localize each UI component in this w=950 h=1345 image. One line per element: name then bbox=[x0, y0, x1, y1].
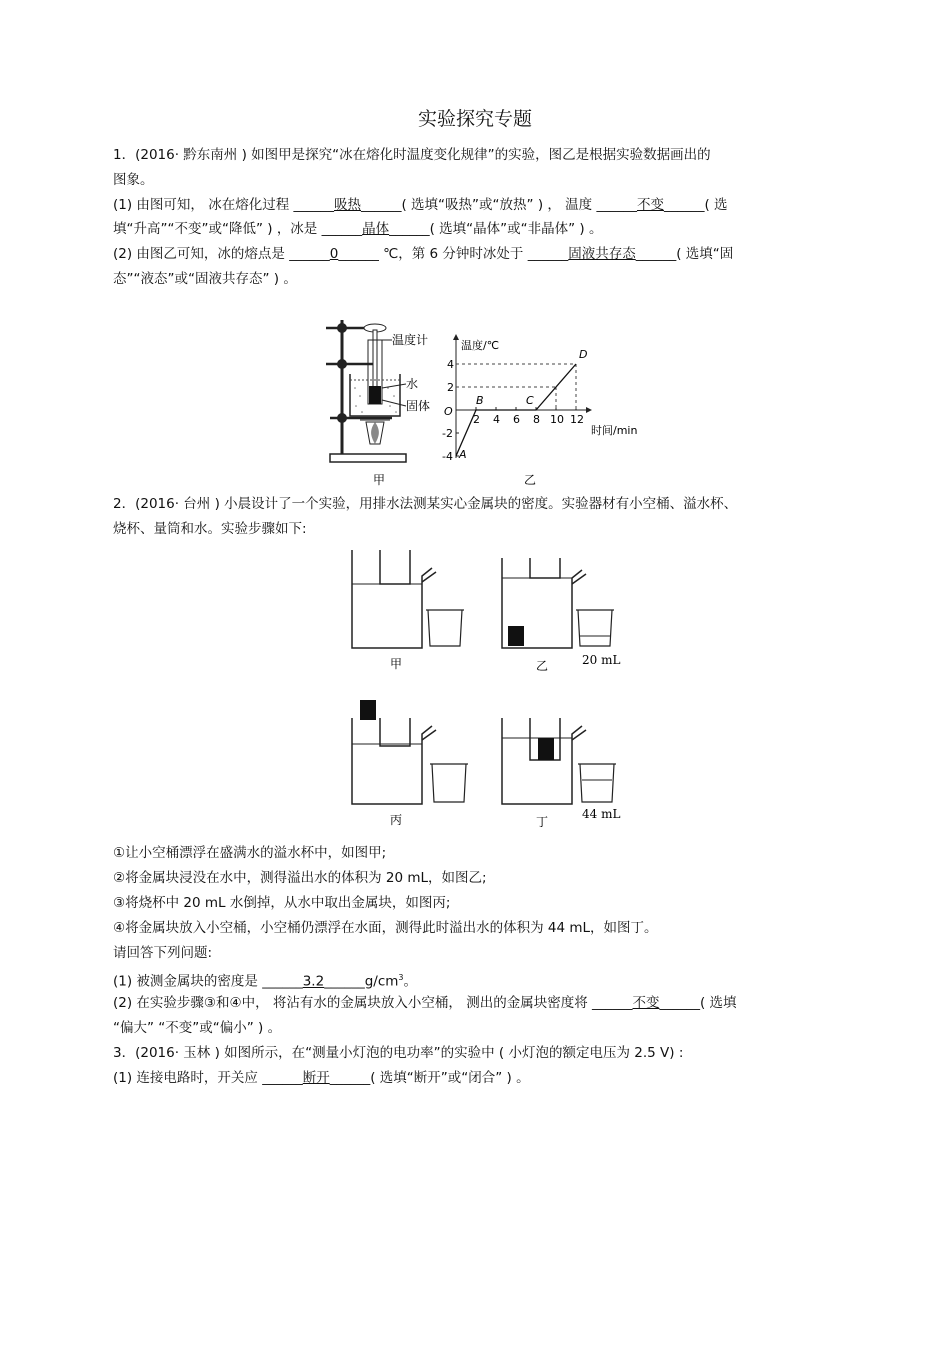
text: ______( 选填“吸热”或“放热” ) ， 温度 ______ bbox=[361, 197, 637, 213]
x-axis-label: 时间/min bbox=[591, 424, 638, 437]
answer-blank: 不变 bbox=[636, 197, 664, 213]
x-tick-label: 2 bbox=[473, 413, 480, 426]
overflow-cup-figure bbox=[340, 548, 640, 838]
beaker bbox=[576, 610, 614, 646]
x-tick-label: 4 bbox=[493, 413, 500, 426]
beaker bbox=[430, 764, 468, 802]
y-tick-label: -2 bbox=[442, 427, 453, 440]
q2-step2: ②将金属块浸没在水中，测得溢出水的体积为 20 mL，如图乙; bbox=[113, 870, 487, 886]
q1-stem-line1: 1．(2016· 黔东南州 ) 如图甲是探究“冰在熔化时温度变化规律”的实验，图乙是根据实验数据画出的 bbox=[113, 147, 711, 163]
q2-answer1 bbox=[113, 968, 417, 992]
panel-label: 丁 bbox=[536, 815, 549, 829]
q2-answer2-line2: “偏大” “不变”或“偏小” ) 。 bbox=[113, 1020, 282, 1036]
leader-line bbox=[382, 400, 406, 406]
q2-answer2-line1 bbox=[113, 993, 737, 1013]
apparatus-figure bbox=[320, 318, 440, 488]
q2-stem-line1: 2．(2016· 台州 ) 小晨设计了一个实验，用排水法测某实心金属块的密度。实验器材有小空桶、溢水杯、 bbox=[113, 496, 738, 512]
panel-ding bbox=[502, 718, 620, 829]
answer-blank: 晶体 bbox=[362, 221, 390, 237]
point-label: D bbox=[579, 348, 588, 361]
text: ______ ℃，第 6 分钟时冰处于 ______ bbox=[338, 246, 569, 262]
volume-label: 20 mL bbox=[582, 653, 621, 667]
panel-label: 乙 bbox=[536, 659, 549, 673]
text: (1) 由图可知， 冰在熔化过程 ______ bbox=[113, 197, 334, 213]
clamp-knob bbox=[337, 323, 347, 333]
temperature-time-chart bbox=[436, 332, 650, 492]
origin-label: O bbox=[444, 405, 453, 418]
x-axis-arrow bbox=[586, 407, 592, 413]
solid-label: 固体 bbox=[406, 399, 431, 413]
clamp-knob bbox=[337, 413, 347, 423]
unit-exponent: 3 bbox=[398, 973, 404, 982]
x-tick-label: 10 bbox=[550, 413, 564, 426]
text: ______( 选填“断开”或“闭合” ) 。 bbox=[329, 1070, 530, 1086]
point-label: A bbox=[459, 448, 467, 461]
point-label: B bbox=[476, 394, 484, 407]
x-tick-label: 8 bbox=[533, 413, 540, 426]
small-bucket bbox=[380, 718, 410, 746]
metal-block bbox=[508, 626, 524, 646]
figure-label-yi: 乙 bbox=[524, 473, 537, 487]
q1-part1-line1 bbox=[113, 195, 728, 215]
small-bucket bbox=[380, 550, 410, 584]
y-axis-label: 温度/℃ bbox=[461, 339, 500, 352]
answer-blank: 固液共存态 bbox=[568, 246, 636, 262]
text: ______( 选填“晶体”或“非晶体” ) 。 bbox=[389, 221, 603, 237]
q1-part2-line2: 态”“液态”或“固液共存态” ) 。 bbox=[113, 271, 297, 287]
q1-part1-line2 bbox=[113, 219, 603, 239]
q2-step4: ④将金属块放入小空桶，小空桶仍漂浮在水面，测得此时溢出水的体积为 44 mL，如图丁。 bbox=[113, 920, 658, 936]
volume-label: 44 mL bbox=[582, 807, 621, 821]
metal-block bbox=[360, 700, 376, 720]
q2-step3: ③将烧杯中 20 mL 水倒掉，从水中取出金属块，如图丙; bbox=[113, 895, 451, 911]
q3-part1 bbox=[113, 1068, 530, 1088]
q2-stem-line2: 烧杯、量筒和水。实验步骤如下: bbox=[113, 521, 307, 537]
x-tick-label: 6 bbox=[513, 413, 520, 426]
text: 填“升高”“不变”或“降低” ) ，冰是 ______ bbox=[113, 221, 363, 237]
water-label: 水 bbox=[406, 377, 419, 391]
metal-block bbox=[538, 738, 554, 760]
y-tick-label: 4 bbox=[447, 358, 454, 371]
text: (2) 由图乙可知，冰的熔点是 ______ bbox=[113, 246, 330, 262]
q3-stem: 3．(2016· 玉林 ) 如图所示，在“测量小灯泡的电功率”的实验中 ( 小灯泡的额定电压为 2.5 V) : bbox=[113, 1045, 684, 1061]
panel-label: 甲 bbox=[390, 657, 403, 671]
answer-blank: 0 bbox=[329, 246, 339, 262]
small-bucket bbox=[530, 558, 560, 578]
x-tick-label: 12 bbox=[570, 413, 584, 426]
answer-blank: 不变 bbox=[632, 995, 660, 1011]
beaker bbox=[426, 610, 464, 646]
clamp-knob bbox=[337, 359, 347, 369]
answer-blank: 断开 bbox=[302, 1070, 330, 1086]
text: ______( 选 bbox=[663, 197, 728, 213]
text: (1) 被测金属块的密度是 ______ bbox=[113, 973, 303, 990]
solid-sample bbox=[369, 386, 381, 404]
beaker bbox=[578, 764, 616, 802]
answer-blank: 3.2 bbox=[302, 973, 325, 990]
q2-ask: 请回答下列问题: bbox=[113, 945, 213, 961]
text: ______g/cm bbox=[324, 973, 399, 990]
figure-label-jia: 甲 bbox=[373, 473, 386, 487]
answer-blank: 吸热 bbox=[334, 197, 361, 213]
text: 。 bbox=[403, 973, 417, 990]
q2-step1: ①让小空桶漂浮在盛满水的溢水杯中，如图甲; bbox=[113, 845, 387, 861]
y-tick-label: 2 bbox=[447, 381, 454, 394]
point-label: C bbox=[526, 394, 534, 407]
text: (2) 在实验步骤③和④中， 将沾有水的金属块放入小空桶， 测出的金属块密度将 ______ bbox=[113, 995, 633, 1011]
q1-part2-line1 bbox=[113, 244, 733, 264]
q1-stem-line2: 图象。 bbox=[113, 172, 154, 188]
thermometer-label: 温度计 bbox=[392, 333, 429, 347]
y-tick-label: -4 bbox=[442, 450, 453, 463]
panel-label: 丙 bbox=[390, 813, 403, 827]
panel-yi bbox=[502, 558, 620, 673]
text: ______( 选填“固 bbox=[635, 246, 734, 262]
panel-jia bbox=[352, 550, 464, 671]
panel-bing bbox=[352, 700, 468, 827]
text: ______( 选填 bbox=[659, 995, 737, 1011]
stand-base bbox=[330, 454, 406, 462]
text: (1) 连接电路时，开关应 ______ bbox=[113, 1070, 303, 1086]
leader-line bbox=[382, 384, 406, 388]
y-axis-arrow bbox=[453, 334, 459, 340]
page-title: 实验探究专题 bbox=[417, 108, 532, 130]
